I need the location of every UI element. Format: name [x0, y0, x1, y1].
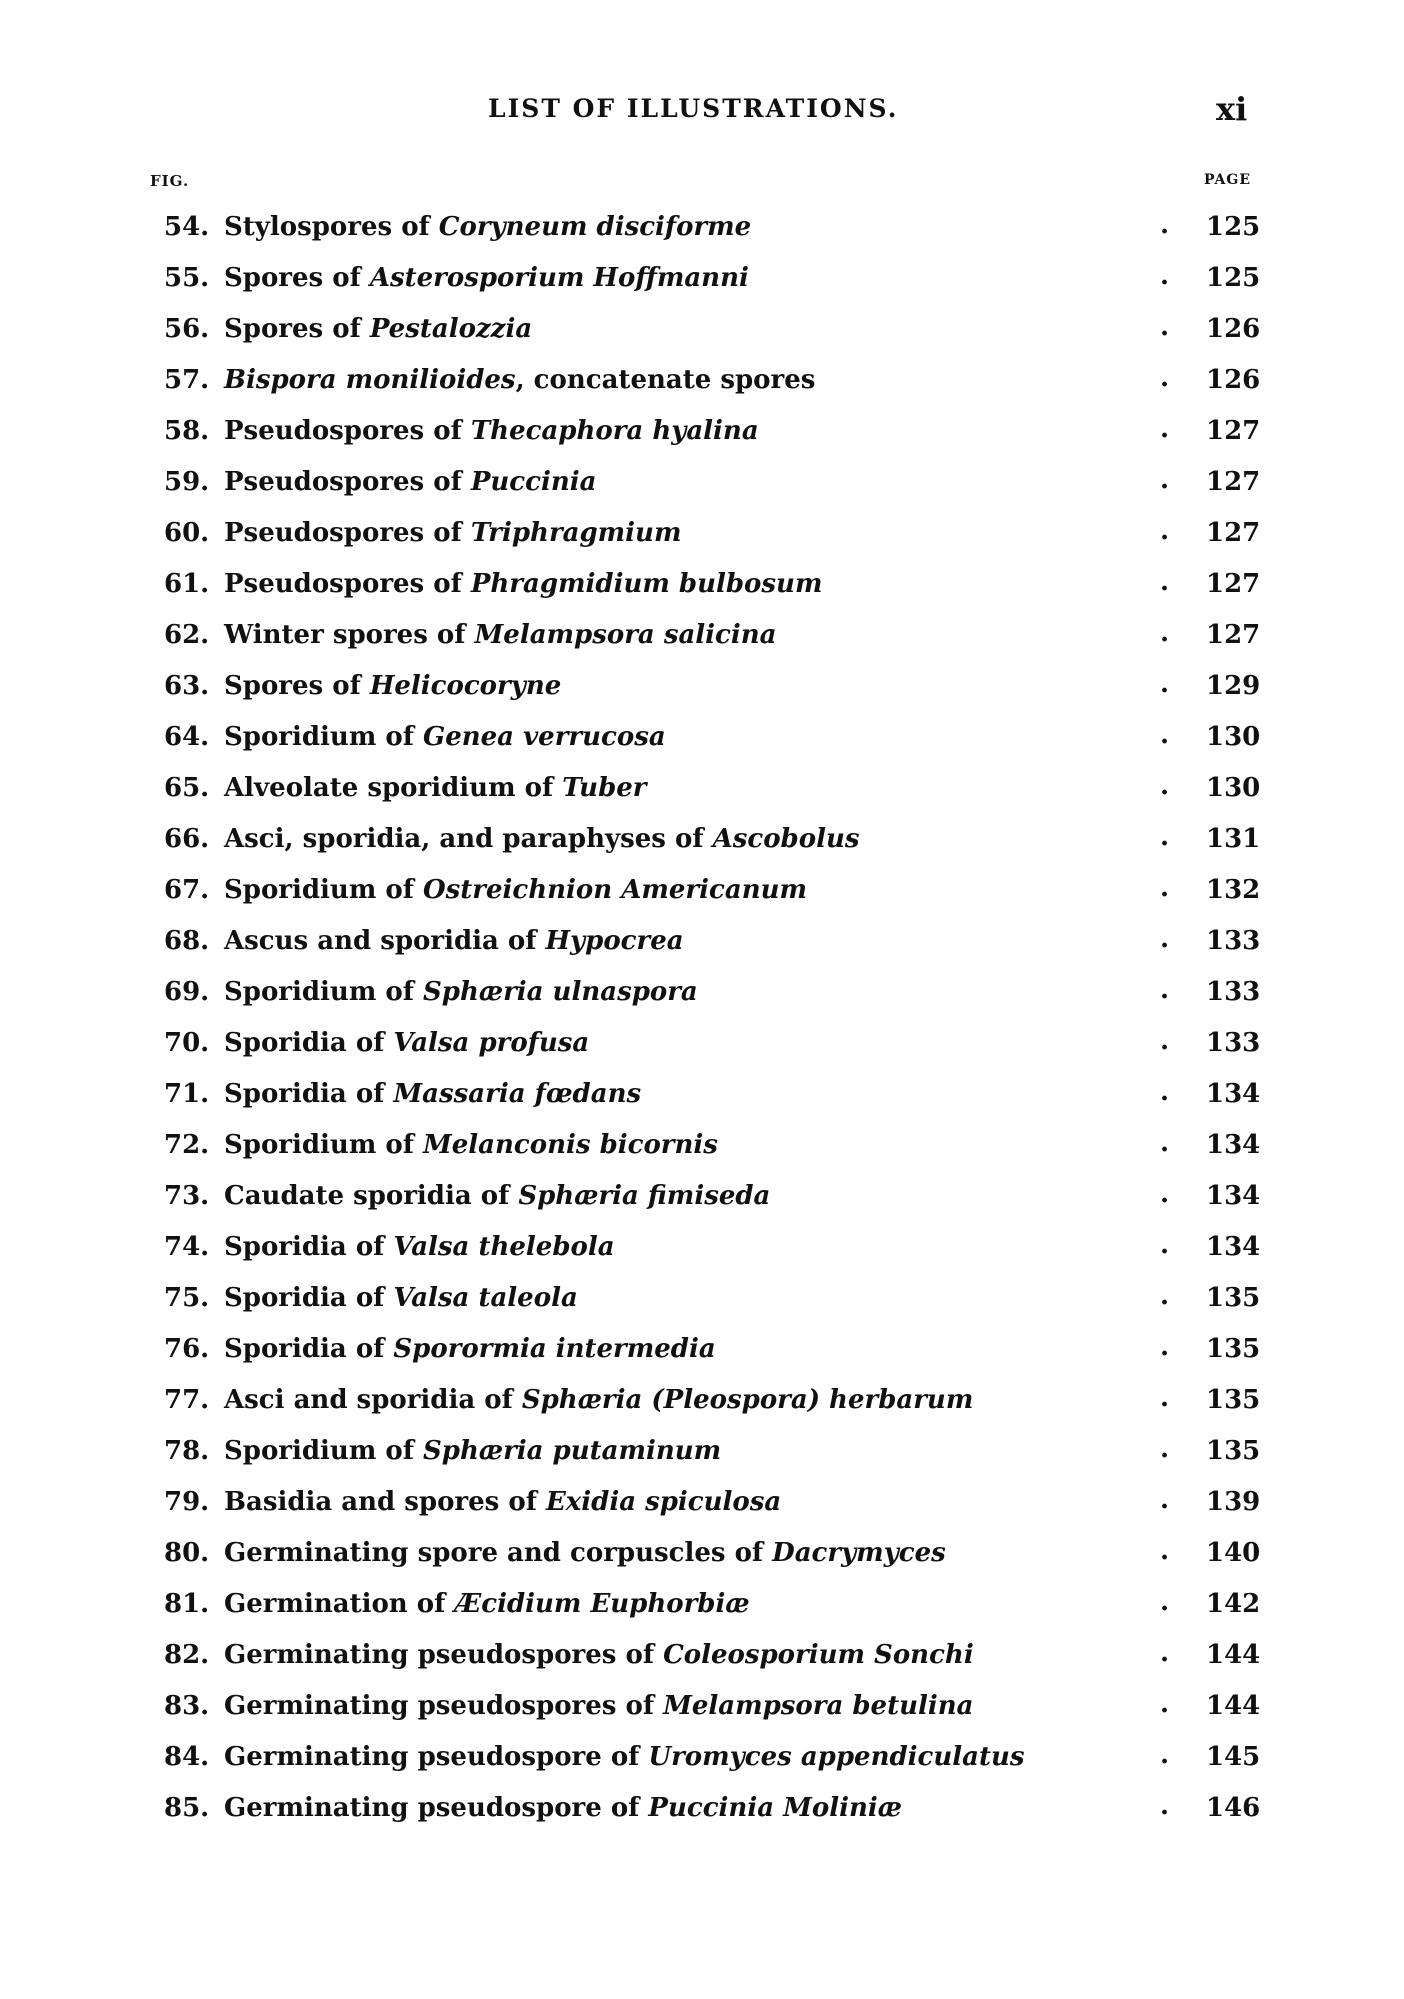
figure-number: 75. [164, 1283, 210, 1313]
leader-dot: . [1160, 822, 1170, 852]
figure-number: 66. [164, 824, 210, 854]
figure-number: 58. [164, 416, 210, 446]
caption-text: Stylospores of [224, 212, 439, 242]
page-ref: 135 [1206, 1283, 1261, 1313]
figure-number: 79. [164, 1487, 210, 1517]
caption-text: Germinating pseudospore of [224, 1793, 649, 1823]
figure-caption [224, 1538, 946, 1568]
page-ref: 127 [1206, 518, 1261, 548]
figure-number: 67. [164, 875, 210, 905]
leader-dot: . [1160, 1281, 1170, 1311]
species-name: Sphæria ulnaspora [422, 977, 698, 1007]
page-ref: 127 [1206, 569, 1261, 599]
page-ref: 132 [1206, 875, 1261, 905]
caption-text: Spores of [224, 671, 370, 701]
page-ref: 135 [1206, 1334, 1261, 1364]
figure-caption [224, 977, 698, 1007]
figure-number: 74. [164, 1232, 210, 1262]
figure-caption [224, 569, 822, 599]
figure-caption [224, 518, 681, 548]
list-item [0, 818, 1404, 869]
figure-caption [224, 212, 751, 242]
page-ref: 134 [1206, 1181, 1261, 1211]
list-item [0, 1430, 1404, 1481]
figure-number: 76. [164, 1334, 210, 1364]
caption-text: Winter spores of [224, 620, 475, 650]
figure-number: 77. [164, 1385, 210, 1415]
species-name: Bispora monilioides [224, 365, 516, 395]
list-item [0, 512, 1404, 563]
fig-column-heading: FIG. [150, 172, 190, 190]
caption-suffix: , concatenate spores [515, 365, 816, 395]
page-ref: 135 [1206, 1385, 1261, 1415]
figure-caption [224, 1079, 641, 1109]
page-ref: 134 [1206, 1130, 1261, 1160]
caption-text: Sporidium of [224, 1436, 423, 1466]
figure-number: 78. [164, 1436, 210, 1466]
caption-text: Ascus and sporidia of [224, 926, 546, 956]
list-item [0, 1787, 1404, 1838]
caption-text: Caudate sporidia of [224, 1181, 519, 1211]
caption-text: Asci and sporidia of [224, 1385, 522, 1415]
species-name: Ascobolus [712, 824, 860, 854]
caption-text: Pseudospores of [224, 416, 471, 446]
species-name: Sphæria putaminum [422, 1436, 722, 1466]
caption-text: Pseudospores of [224, 569, 471, 599]
species-name: Melampsora salicina [474, 620, 777, 650]
list-item [0, 1532, 1404, 1583]
species-name: Tuber [562, 773, 647, 803]
species-name: Pestalozzia [369, 314, 533, 344]
page-ref: 127 [1206, 620, 1261, 650]
species-name: Æcidium Euphorbiæ [454, 1589, 750, 1619]
list-item [0, 1124, 1404, 1175]
figure-caption [224, 1028, 589, 1058]
caption-text: Sporidium of [224, 977, 423, 1007]
caption-text: Pseudospores of [224, 467, 471, 497]
page-ref: 145 [1206, 1742, 1261, 1772]
page-ref: 140 [1206, 1538, 1261, 1568]
list-item [0, 1277, 1404, 1328]
figure-number: 72. [164, 1130, 210, 1160]
list-item [0, 1583, 1404, 1634]
caption-text: Sporidium of [224, 1130, 423, 1160]
figure-number: 54. [164, 212, 210, 242]
list-item [0, 665, 1404, 716]
figure-number: 63. [164, 671, 210, 701]
figure-number: 83. [164, 1691, 210, 1721]
leader-dot: . [1160, 1689, 1170, 1719]
species-name: Helicocoryne [369, 671, 562, 701]
list-item [0, 257, 1404, 308]
caption-text: Germinating pseudospore of [224, 1742, 649, 1772]
figure-number: 61. [164, 569, 210, 599]
species-name: Thecaphora hyalina [470, 416, 759, 446]
caption-text: Germinating pseudospores of [224, 1691, 664, 1721]
figure-caption [224, 875, 807, 905]
figure-number: 57. [164, 365, 210, 395]
figure-caption [224, 1691, 974, 1721]
leader-dot: . [1160, 618, 1170, 648]
figure-caption [224, 926, 684, 956]
leader-dot: . [1160, 363, 1170, 393]
figure-caption [224, 1640, 974, 1670]
figure-caption [224, 1436, 721, 1466]
page-ref: 125 [1206, 212, 1261, 242]
caption-text: Basidia and spores of [224, 1487, 546, 1517]
leader-dot: . [1160, 261, 1170, 291]
page-ref: 127 [1206, 467, 1261, 497]
caption-text: Sporidium of [224, 875, 423, 905]
species-name: Sphæria (Pleospora) herbarum [521, 1385, 974, 1415]
page-ref: 129 [1206, 671, 1261, 701]
list-item [0, 869, 1404, 920]
leader-dot: . [1160, 720, 1170, 750]
leader-dot: . [1160, 975, 1170, 1005]
species-name: Coryneum disciforme [438, 212, 752, 242]
figure-number: 60. [164, 518, 210, 548]
list-item [0, 1226, 1404, 1277]
list-item [0, 1634, 1404, 1685]
page-ref: 135 [1206, 1436, 1261, 1466]
figure-number: 69. [164, 977, 210, 1007]
illustration-list [0, 206, 1404, 1838]
list-item [0, 1481, 1404, 1532]
column-headings [0, 172, 1404, 196]
caption-text: Sporidia of [224, 1283, 394, 1313]
caption-text: Sporidium of [224, 722, 423, 752]
figure-number: 71. [164, 1079, 210, 1109]
species-name: Valsa taleola [393, 1283, 578, 1313]
figure-caption [224, 314, 532, 344]
list-item [0, 971, 1404, 1022]
figure-caption [224, 263, 749, 293]
leader-dot: . [1160, 1179, 1170, 1209]
figure-caption [224, 1793, 902, 1823]
figure-caption [224, 1130, 718, 1160]
caption-text: Asci, sporidia, and paraphyses of [224, 824, 713, 854]
list-item [0, 410, 1404, 461]
list-item [0, 716, 1404, 767]
caption-text: Spores of [224, 263, 370, 293]
species-name: Hypocrea [545, 926, 684, 956]
leader-dot: . [1160, 1230, 1170, 1260]
figure-number: 68. [164, 926, 210, 956]
page-ref: 125 [1206, 263, 1261, 293]
page-ref: 142 [1206, 1589, 1261, 1619]
species-name: Asterosporium Hoffmanni [369, 263, 749, 293]
leader-dot: . [1160, 1026, 1170, 1056]
leader-dot: . [1160, 1791, 1170, 1821]
leader-dot: . [1160, 924, 1170, 954]
species-name: Phragmidium bulbosum [470, 569, 823, 599]
page-ref: 131 [1206, 824, 1261, 854]
leader-dot: . [1160, 1434, 1170, 1464]
leader-dot: . [1160, 1332, 1170, 1362]
list-item [0, 308, 1404, 359]
species-name: Dacrymyces [772, 1538, 946, 1568]
page-ref: 139 [1206, 1487, 1261, 1517]
leader-dot: . [1160, 414, 1170, 444]
page-ref: 126 [1206, 365, 1261, 395]
caption-text: Germination of [224, 1589, 455, 1619]
caption-text: Germinating spore and corpuscles of [224, 1538, 773, 1568]
leader-dot: . [1160, 567, 1170, 597]
figure-caption [224, 1487, 781, 1517]
species-name: Coleosporium Sonchi [663, 1640, 974, 1670]
figure-number: 64. [164, 722, 210, 752]
page-ref: 133 [1206, 1028, 1261, 1058]
figure-caption [224, 722, 666, 752]
leader-dot: . [1160, 465, 1170, 495]
figure-caption [224, 773, 647, 803]
list-item [0, 1175, 1404, 1226]
page-ref: 146 [1206, 1793, 1261, 1823]
figure-number: 81. [164, 1589, 210, 1619]
figure-number: 80. [164, 1538, 210, 1568]
leader-dot: . [1160, 771, 1170, 801]
caption-text: Germinating pseudospores of [224, 1640, 664, 1670]
leader-dot: . [1160, 1587, 1170, 1617]
species-name: Melampsora betulina [663, 1691, 974, 1721]
figure-caption [224, 467, 596, 497]
figure-number: 73. [164, 1181, 210, 1211]
list-item [0, 1073, 1404, 1124]
figure-caption [224, 620, 777, 650]
page-ref: 144 [1206, 1640, 1261, 1670]
list-item [0, 1379, 1404, 1430]
leader-dot: . [1160, 1128, 1170, 1158]
species-name: Uromyces appendiculatus [648, 1742, 1025, 1772]
page-column-heading: PAGE [1204, 172, 1251, 188]
figure-number: 85. [164, 1793, 210, 1823]
figure-caption [224, 416, 759, 446]
caption-text: Sporidia of [224, 1334, 394, 1364]
figure-caption [224, 1742, 1025, 1772]
leader-dot: . [1160, 1485, 1170, 1515]
leader-dot: . [1160, 1383, 1170, 1413]
caption-text: Sporidia of [224, 1232, 394, 1262]
list-item [0, 206, 1404, 257]
leader-dot: . [1160, 1740, 1170, 1770]
page-ref: 127 [1206, 416, 1261, 446]
leader-dot: . [1160, 516, 1170, 546]
caption-text: Spores of [224, 314, 370, 344]
figure-number: 65. [164, 773, 210, 803]
running-header [0, 90, 1404, 134]
list-item [0, 563, 1404, 614]
caption-text: Pseudospores of [224, 518, 471, 548]
figure-caption [224, 1385, 973, 1415]
species-name: Puccinia Moliniæ [648, 1793, 902, 1823]
caption-text: Sporidia of [224, 1079, 394, 1109]
species-name: Melanconis bicornis [422, 1130, 718, 1160]
caption-text: Sporidia of [224, 1028, 394, 1058]
figure-caption [224, 1283, 578, 1313]
figure-number: 59. [164, 467, 210, 497]
page-ref: 133 [1206, 926, 1261, 956]
species-name: Puccinia [470, 467, 597, 497]
caption-text: Alveolate sporidium of [224, 773, 563, 803]
list-item [0, 1022, 1404, 1073]
species-name: Massaria fœdans [393, 1079, 642, 1109]
figure-caption [224, 1181, 770, 1211]
figure-number: 82. [164, 1640, 210, 1670]
leader-dot: . [1160, 312, 1170, 342]
species-name: Genea verrucosa [422, 722, 666, 752]
figure-caption [224, 1589, 750, 1619]
list-item [0, 461, 1404, 512]
species-name: Ostreichnion Americanum [422, 875, 808, 905]
list-item [0, 920, 1404, 971]
leader-dot: . [1160, 669, 1170, 699]
leader-dot: . [1160, 1638, 1170, 1668]
leader-dot: . [1160, 1077, 1170, 1107]
species-name: Sphæria fimiseda [518, 1181, 771, 1211]
figure-caption [224, 671, 561, 701]
species-name: Valsa profusa [393, 1028, 590, 1058]
page-ref: 133 [1206, 977, 1261, 1007]
list-item [0, 1685, 1404, 1736]
page-ref: 126 [1206, 314, 1261, 344]
figure-number: 62. [164, 620, 210, 650]
figure-caption [224, 365, 815, 395]
figure-caption [224, 1232, 615, 1262]
page-ref: 144 [1206, 1691, 1261, 1721]
figure-caption [224, 824, 860, 854]
list-item [0, 1736, 1404, 1787]
leader-dot: . [1160, 1536, 1170, 1566]
page-ref: 130 [1206, 722, 1261, 752]
species-name: Sporormia intermedia [393, 1334, 716, 1364]
species-name: Valsa thelebola [393, 1232, 615, 1262]
figure-number: 56. [164, 314, 210, 344]
species-name: Triphragmium [470, 518, 682, 548]
page-ref: 134 [1206, 1079, 1261, 1109]
figure-caption [224, 1334, 716, 1364]
list-item [0, 359, 1404, 410]
page-ref: 134 [1206, 1232, 1261, 1262]
page-ref: 130 [1206, 773, 1261, 803]
figure-number: 70. [164, 1028, 210, 1058]
list-item [0, 614, 1404, 665]
species-name: Exidia spiculosa [545, 1487, 782, 1517]
figure-number: 55. [164, 263, 210, 293]
figure-number: 84. [164, 1742, 210, 1772]
page-number: xi [1216, 90, 1248, 128]
list-item [0, 1328, 1404, 1379]
leader-dot: . [1160, 873, 1170, 903]
leader-dot: . [1160, 210, 1170, 240]
page-title: LIST OF ILLUSTRATIONS. [488, 94, 899, 123]
list-item [0, 767, 1404, 818]
